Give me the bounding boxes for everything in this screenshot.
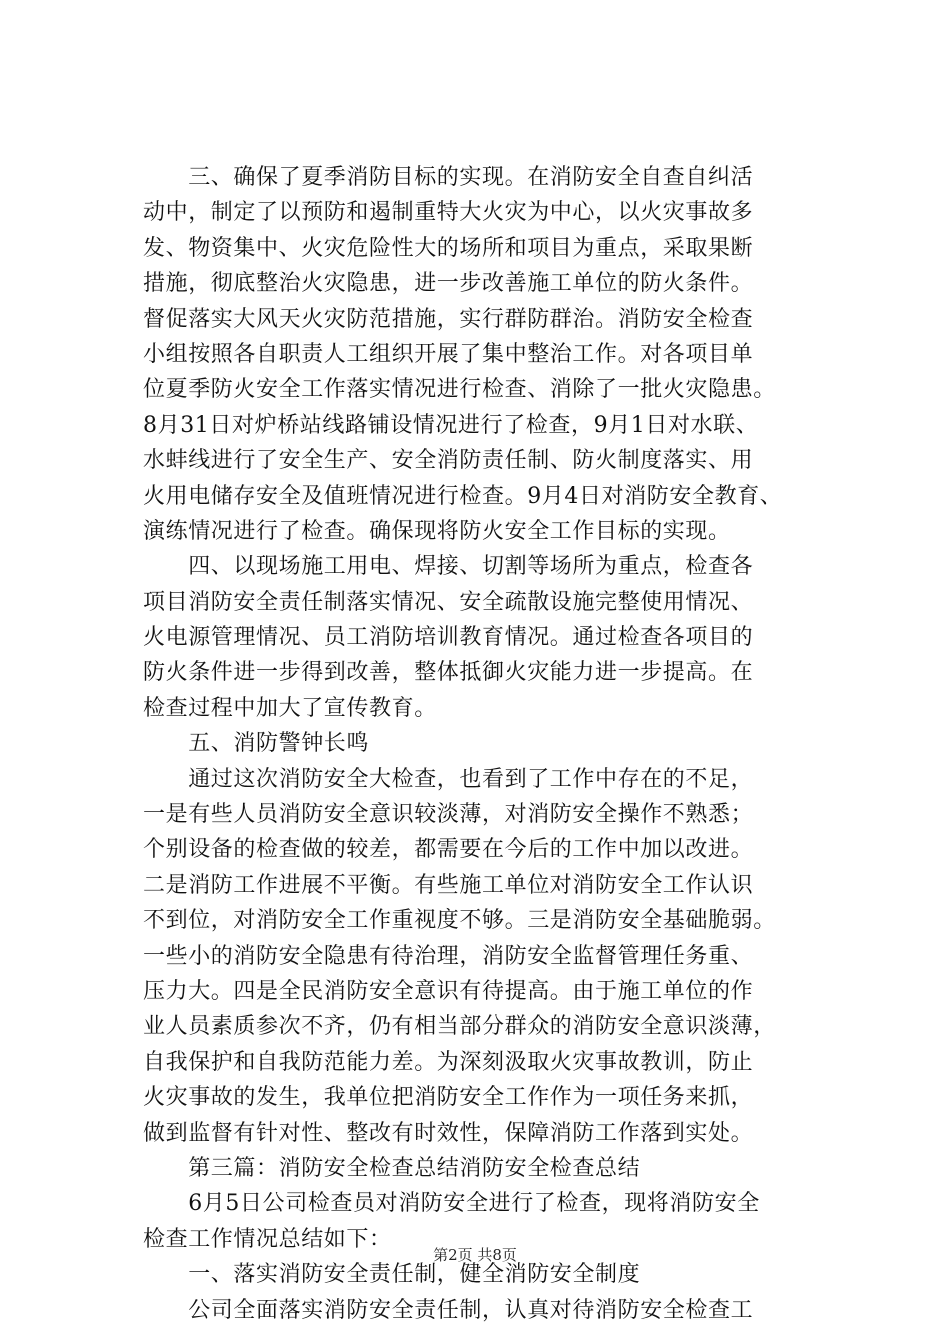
text-line: 一些小的消防安全隐患有待治理，消防安全监督管理任务重、 xyxy=(143,943,754,969)
body-text xyxy=(143,160,843,1328)
text-line: 四、以现场施工用电、焊接、切割等场所为重点，检查各 xyxy=(143,554,754,580)
text-line: 业人员素质参次不齐，仍有相当部分群众的消防安全意识淡薄， xyxy=(143,1014,776,1040)
text-line: 动中，制定了以预防和遏制重特大火灾为中心，以火灾事故多 xyxy=(143,200,754,226)
text-line: 小组按照各自职责人工组织开展了集中整治工作。对各项目单 xyxy=(143,341,754,367)
text-line: 通过这次消防安全大检查，也看到了工作中存在的不足， xyxy=(143,766,754,792)
text-line: 措施，彻底整治火灾隐患，进一步改善施工单位的防火条件。 xyxy=(143,271,754,297)
text-line: 一、落实消防安全责任制，健全消防安全制度 xyxy=(143,1262,641,1288)
text-line: 第三篇：消防安全检查总结消防安全检查总结 xyxy=(143,1155,641,1181)
text-line: 火灾事故的发生，我单位把消防安全工作作为一项任务来抓， xyxy=(143,1085,754,1111)
text-line: 自我保护和自我防范能力差。为深刻汲取火灾事故教训，防止 xyxy=(143,1049,754,1075)
text-line: 8月31日对炉桥站线路铺设情况进行了检查，9月1日对水联、 xyxy=(143,412,759,438)
text-line: 督促落实大风天火灾防范措施，实行群防群治。消防安全检查 xyxy=(143,306,754,332)
text-line: 检查工作情况总结如下： xyxy=(143,1226,392,1252)
text-line: 火用电储存安全及值班情况进行检查。9月4日对消防安全教育、 xyxy=(143,483,783,509)
text-line: 水蚌线进行了安全生产、安全消防责任制、防火制度落实、用 xyxy=(143,448,754,474)
text-line: 做到监督有针对性、整改有时效性，保障消防工作落到实处。 xyxy=(143,1120,754,1146)
text-line: 三、确保了夏季消防目标的实现。在消防安全自查自纠活 xyxy=(143,165,754,190)
text-line: 个别设备的检查做的较差，都需要在今后的工作中加以改进。 xyxy=(143,837,754,863)
text-line: 检查过程中加大了宣传教育。 xyxy=(143,695,437,721)
text-line: 演练情况进行了检查。确保现将防火安全工作目标的实现。 xyxy=(143,518,731,544)
text-line: 6月5日公司检查员对消防安全进行了检查，现将消防安全 xyxy=(143,1191,760,1217)
text-line: 压力大。四是全民消防安全意识有待提高。由于施工单位的作 xyxy=(143,978,754,1004)
page-footer: 第2页 共8页 xyxy=(433,1246,517,1264)
text-line: 防火条件进一步得到改善，整体抵御火灾能力进一步提高。在 xyxy=(143,660,754,686)
text-line: 火电源管理情况、员工消防培训教育情况。通过检查各项目的 xyxy=(143,625,754,651)
text-line: 公司全面落实消防安全责任制，认真对待消防安全检查工 xyxy=(143,1297,754,1323)
text-line: 五、消防警钟长鸣 xyxy=(143,731,370,757)
text-line: 项目消防安全责任制落实情况、安全疏散设施完整使用情况、 xyxy=(143,589,754,615)
text-line: 二是消防工作进展不平衡。有些施工单位对消防安全工作认识 xyxy=(143,872,754,898)
text-line: 不到位，对消防安全工作重视度不够。三是消防安全基础脆弱。 xyxy=(143,908,776,934)
text-line: 位夏季防火安全工作落实情况进行检查、消除了一批火灾隐患。 xyxy=(143,377,776,403)
text-line: 发、物资集中、火灾危险性大的场所和项目为重点，采取果断 xyxy=(143,235,754,261)
text-line: 一是有些人员消防安全意识较淡薄，对消防安全操作不熟悉； xyxy=(143,802,754,828)
